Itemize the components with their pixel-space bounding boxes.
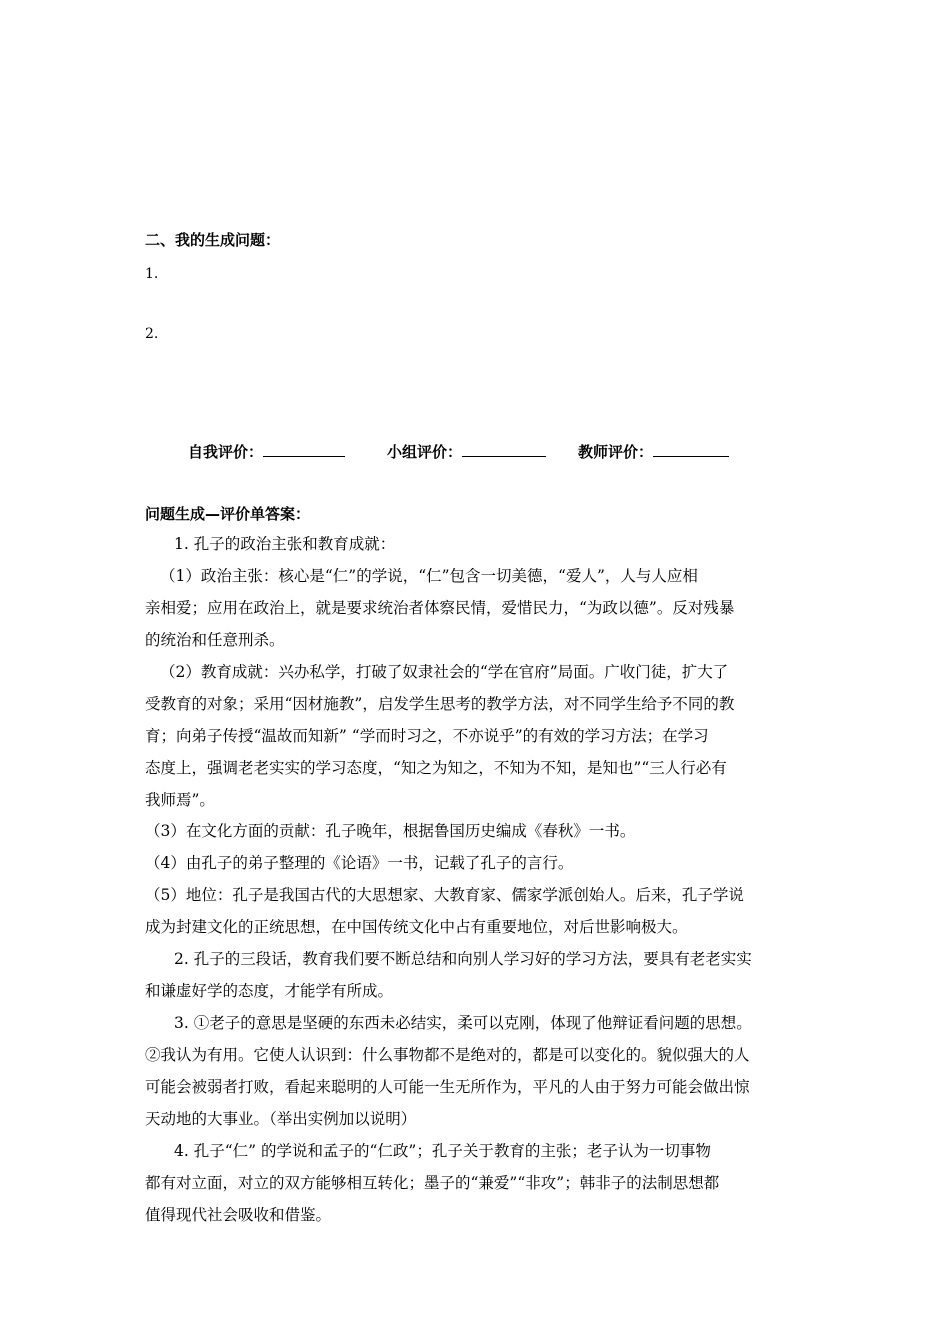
answer-line: 1. 孔子的政治主张和教育成就： (174, 535, 396, 553)
answer-line: 受教育的对象；采用“因材施教”，启发学生思考的教学方法，对不同学生给予不同的教 (145, 695, 735, 713)
group-evaluation-blank[interactable] (462, 440, 546, 457)
answer-line: ②我认为有用。它使人认识到：什么事物都不是绝对的，都是可以变化的。貌似强大的人 (145, 1046, 750, 1064)
self-evaluation (188, 440, 345, 462)
group-evaluation-label: 小组评价： (387, 443, 463, 461)
answer-line: 2. 孔子的三段话，教育我们要不断总结和向别人学习好的学习方法，要具有老老实实 (174, 950, 752, 968)
answer-line: 育；向弟子传授“温故而知新” “学而时习之，不亦说乎”的有效的学习方法；在学习 (145, 727, 709, 745)
group-evaluation (387, 440, 546, 462)
evaluation-row (188, 440, 788, 464)
answer-line: 我师焉”。 (145, 791, 215, 809)
question-item-2: 2. (145, 326, 159, 342)
answer-line: （5）地位：孔子是我国古代的大思想家、大教育家、儒家学派创始人。后来，孔子学说 (145, 886, 744, 904)
teacher-evaluation-label: 教师评价： (578, 443, 654, 461)
answer-line: 4. 孔子“仁” 的学说和孟子的“仁政”；孔子关于教育的主张；老子认为一切事物 (174, 1142, 711, 1160)
answer-line: （2）教育成就：兴办私学，打破了奴隶社会的“学在官府”局面。广收门徒，扩大了 (160, 663, 729, 681)
answer-line: 都有对立面，对立的双方能够相互转化；墨子的“兼爱”“非攻”；韩非子的法制思想都 (145, 1174, 720, 1192)
teacher-evaluation-blank[interactable] (653, 440, 729, 457)
answer-line: 成为封建文化的正统思想，在中国传统文化中占有重要地位，对后世影响极大。 (145, 918, 688, 936)
answer-line: 和谦虚好学的态度，才能学有所成。 (145, 982, 394, 1000)
answer-line: 天动地的大事业。（举出实例加以说明） (145, 1110, 417, 1128)
section2-title: 二、我的生成问题： (145, 231, 281, 249)
answer-line: 可能会被弱者打败，看起来聪明的人可能一生无所作为，平凡的人由于努力可能会做出惊 (145, 1078, 750, 1096)
question-item-1: 1. (145, 266, 159, 282)
self-evaluation-label: 自我评价： (188, 443, 264, 461)
answer-line: 值得现代社会吸收和借鉴。 (145, 1206, 332, 1224)
teacher-evaluation (578, 440, 729, 462)
answer-line: （3）在文化方面的贡献：孔子晚年，根据鲁国历史编成《春秋》一书。 (145, 822, 636, 840)
answers-title: 问题生成—评价单答案： (145, 505, 311, 523)
answer-line: 亲相爱；应用在政治上，就是要求统治者体察民情，爱惜民力，“为政以德”。反对残暴 (145, 599, 735, 617)
self-evaluation-blank[interactable] (263, 440, 345, 457)
answer-line: 3. ①老子的意思是坚硬的东西未必结实，柔可以克刚，体现了他辩证看问题的思想。 (174, 1014, 752, 1032)
answer-line: （4）由孔子的弟子整理的《论语》一书，记载了孔子的言行。 (145, 854, 574, 872)
answer-line: （1）政治主张：核心是“仁”的学说，“仁”包含一切美德，“爱人”，人与人应相 (160, 567, 698, 585)
answer-line: 的统治和任意刑杀。 (145, 631, 285, 649)
answer-line: 态度上，强调老老实实的学习态度，“知之为知之，不知为不知，是知也”“三人行必有 (145, 759, 727, 777)
